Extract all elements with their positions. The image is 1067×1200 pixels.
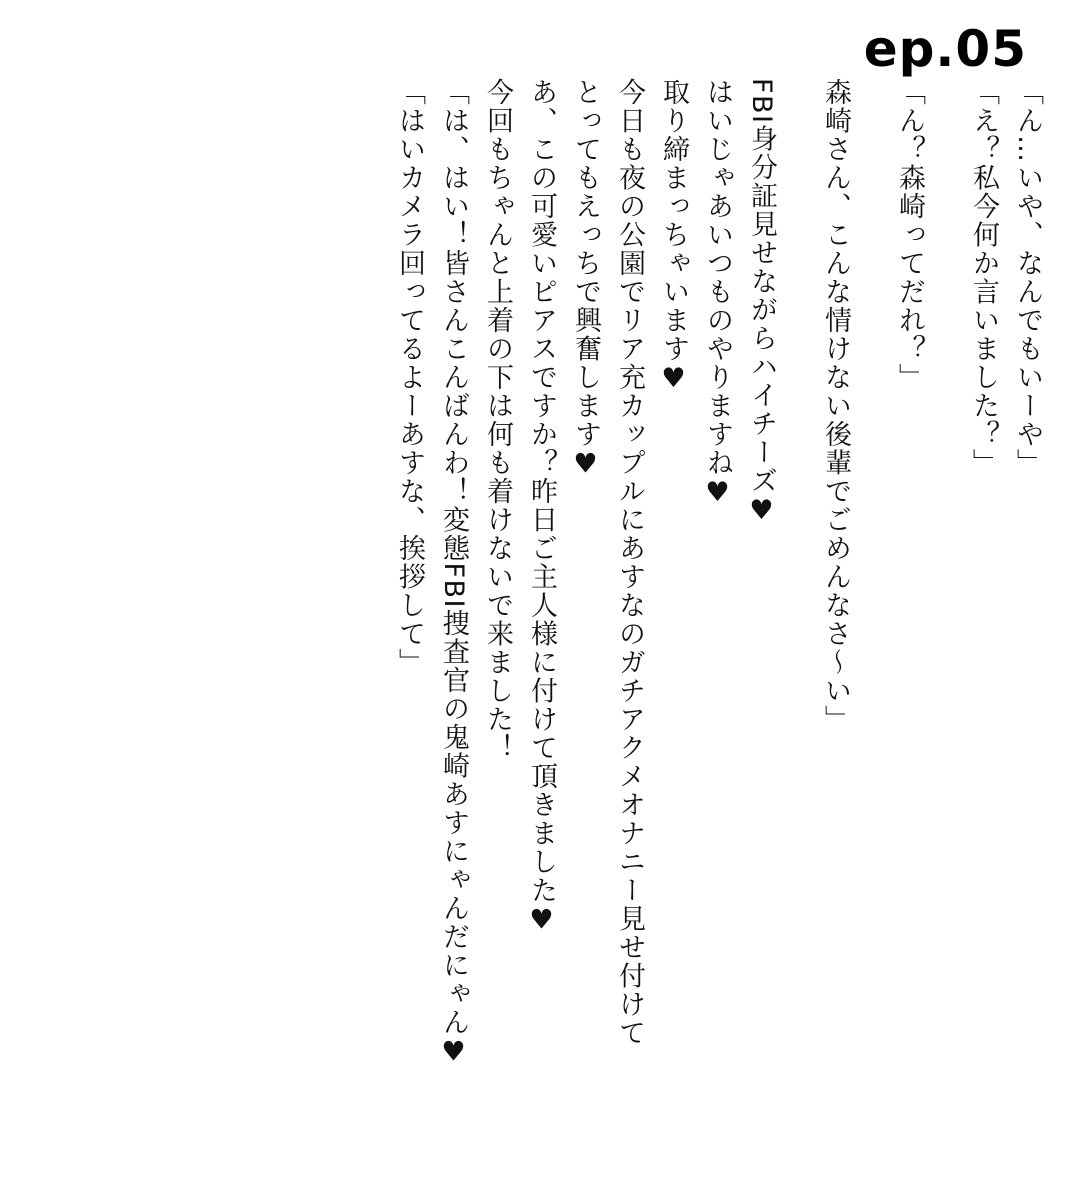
text-line: 森崎さん、こんな情けない後輩でごめんなさ～い」 [820, 78, 851, 734]
vertical-text-body [349, 78, 1041, 1158]
text-line: 「え？私今何か言いました？」 [968, 78, 999, 477]
page-title: ep.05 [863, 20, 1027, 78]
text-line: とってもえっちで興奮します♥ [570, 78, 601, 481]
text-line: 取り締まっちゃいます♥ [658, 78, 689, 396]
text-line: 今回もちゃんと上着の下は何も着けないで来ました！ [482, 78, 513, 762]
text-line: FBI身分証見せながらハイチーズ♥ [746, 78, 777, 528]
text-line: 今日も夜の公園でリア充カップルにあすなのガチアクメオナニー見せ付けて [614, 78, 645, 1047]
text-line: 「はいカメラ回ってるよーあすな、挨拶して」 [394, 78, 425, 677]
text-line: 「ん…いや、なんでもいーや」 [1012, 78, 1043, 477]
text-line: 「は、はい！皆さんこんばんわ！変態FBI捜査官の鬼崎あすにゃんだにゃん♥ [438, 78, 469, 1070]
text-line: はいじゃあいつものやりますね♥ [702, 78, 733, 510]
text-line: あ、この可愛いピアスですか？昨日ご主人様に付けて頂きました♥ [526, 78, 557, 937]
text-line: 「ん？森崎ってだれ？」 [894, 78, 925, 392]
